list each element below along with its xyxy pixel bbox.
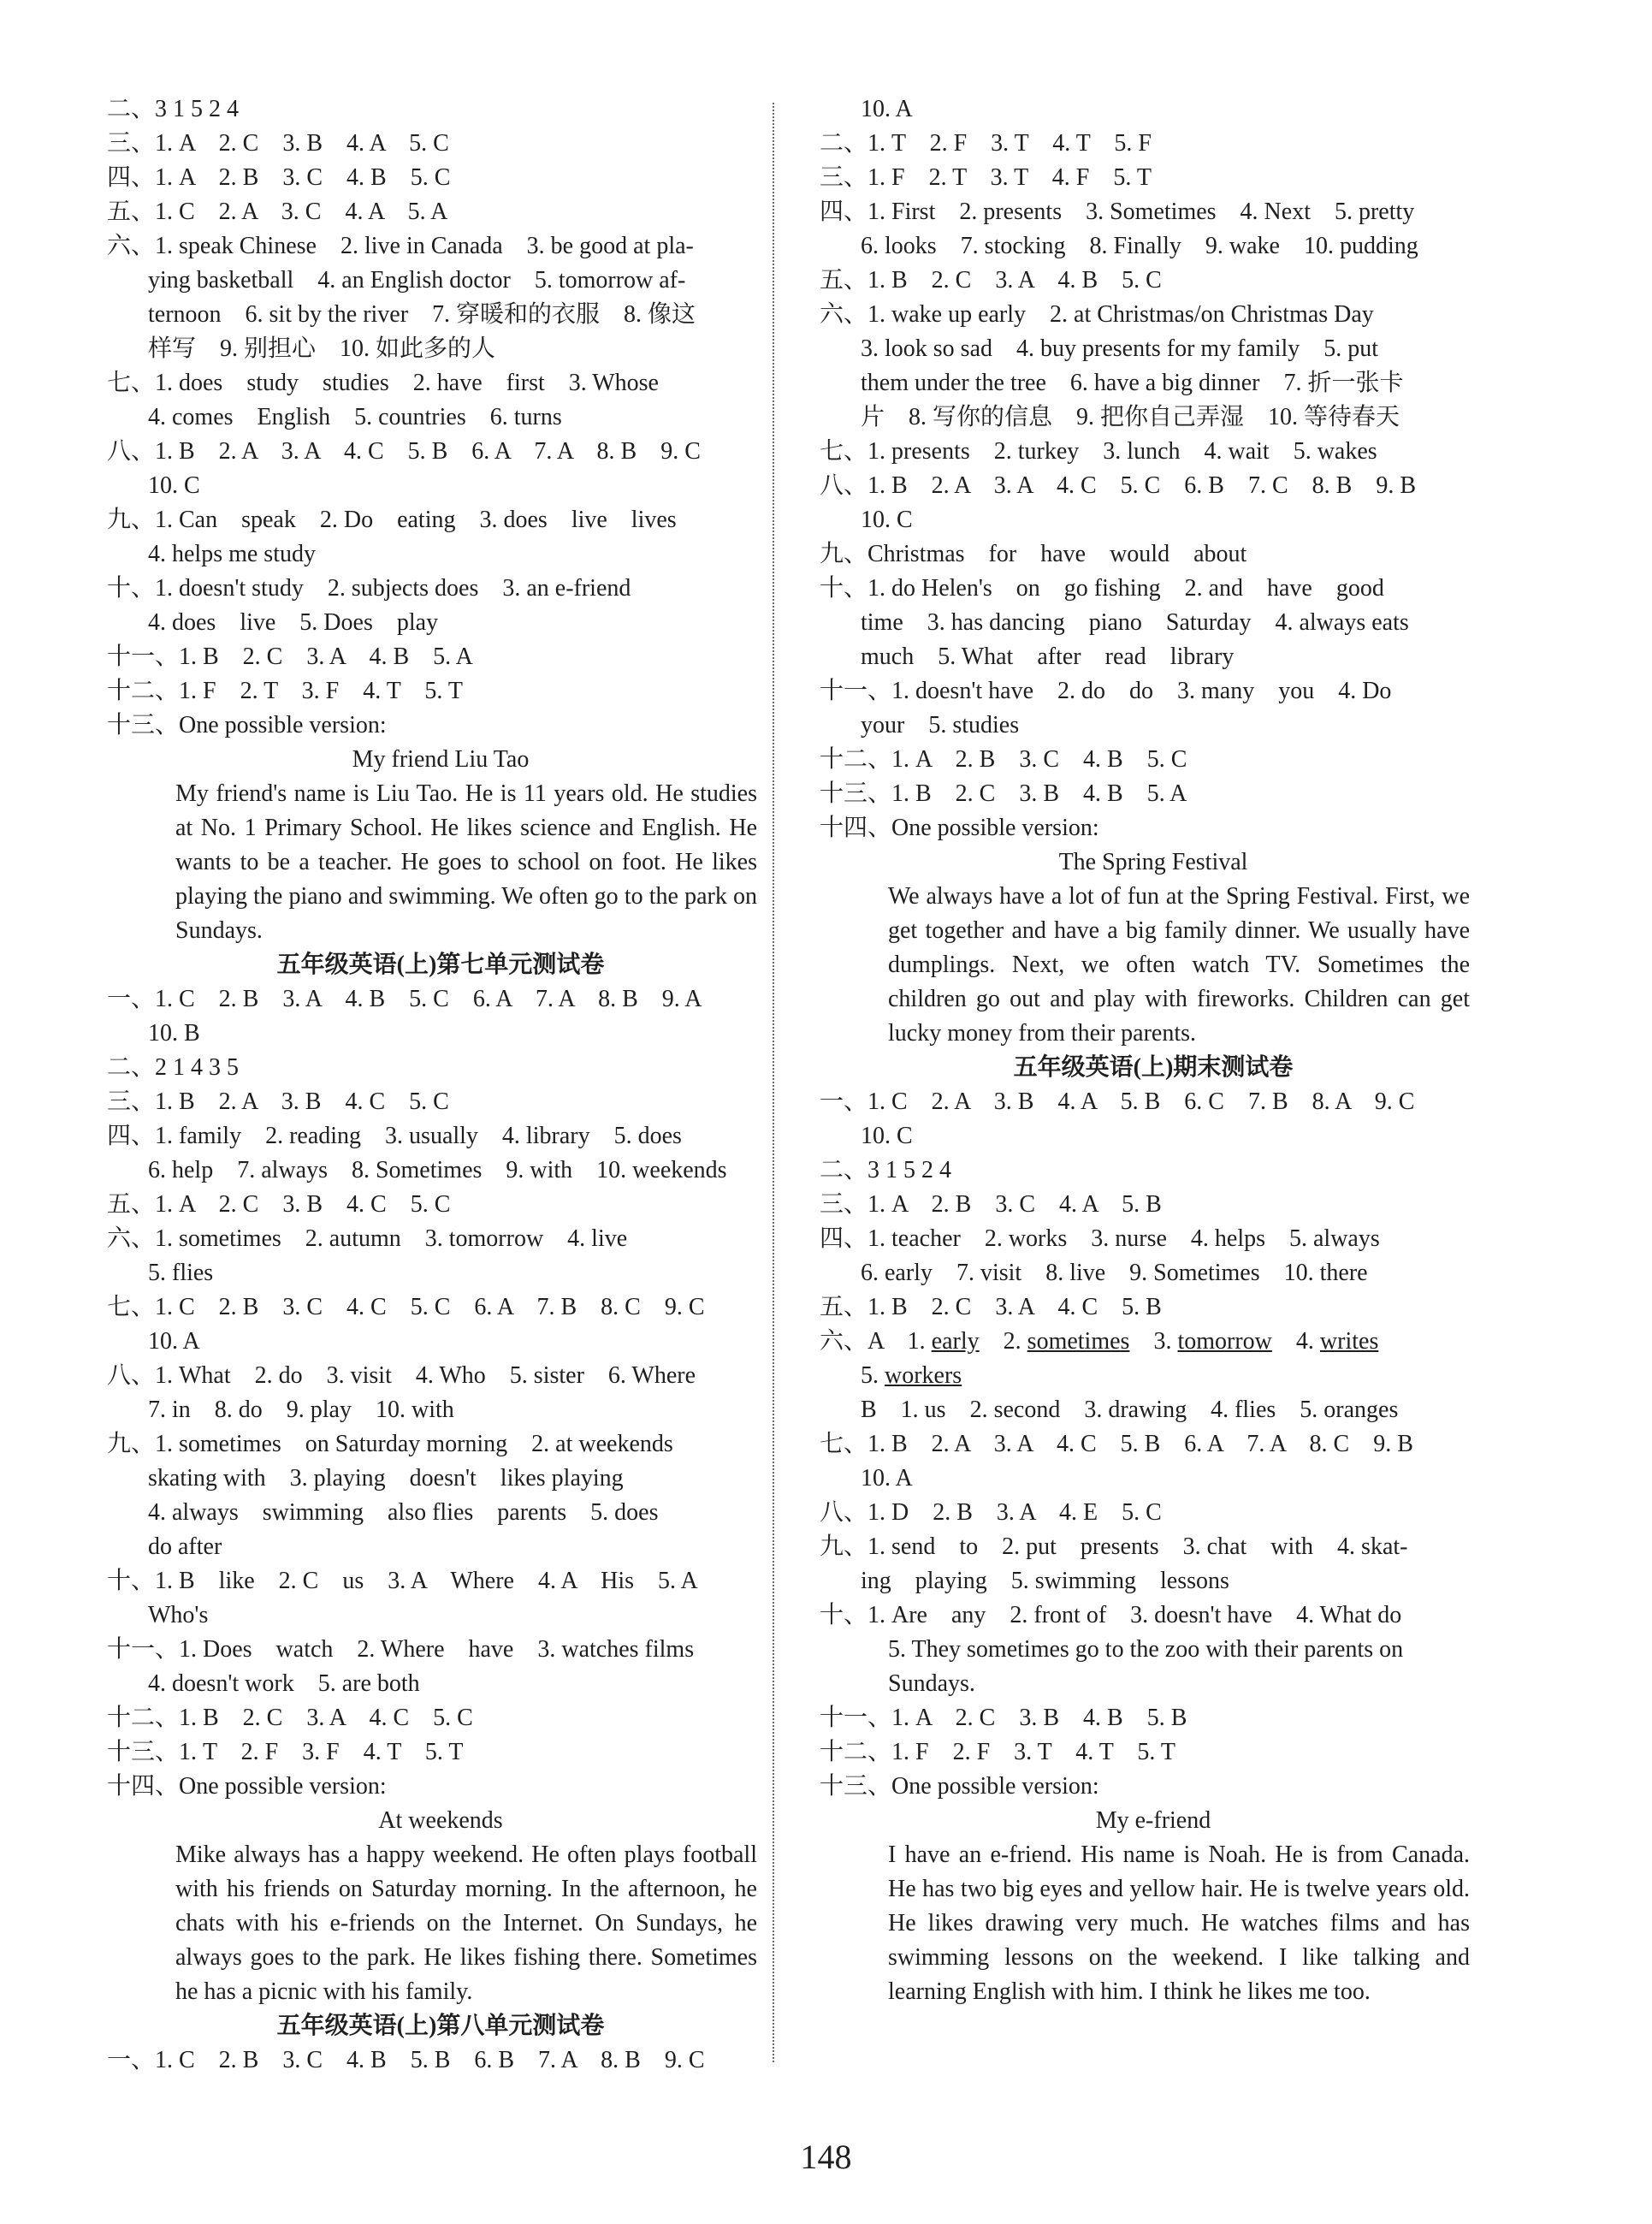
section-title: 五年级英语(上)第七单元测试卷	[276, 952, 605, 978]
answer-line: 五、1. B 2. C 3. A 4. B 5. C	[820, 267, 1162, 294]
answer-line: 5. flies	[148, 1260, 214, 1286]
answer-line: 十、1. Are any 2. front of 3. doesn't have 4. What do	[820, 1602, 1402, 1628]
underlined-answer: workers	[885, 1362, 962, 1389]
answer-line: 三、1. A 2. B 3. C 4. A 5. B	[820, 1191, 1162, 1218]
answer-line: 5. workers	[861, 1362, 962, 1389]
underlined-answer: tomorrow	[1177, 1328, 1272, 1355]
answer-line: 6. help 7. always 8. Sometimes 9. with 10. weekends	[148, 1157, 727, 1183]
answer-line: 10. B	[148, 1020, 200, 1047]
answer-line: 十四、One possible version:	[820, 815, 1099, 841]
answer-line: 4. comes English 5. countries 6. turns	[148, 404, 562, 430]
answer-line: skating with 3. playing doesn't likes playing	[148, 1465, 624, 1492]
answer-line: 八、1. B 2. A 3. A 4. C 5. C 6. B 7. C 8. B 9. B	[820, 472, 1416, 499]
answer-line: 10. A	[148, 1328, 200, 1355]
essay-body: Mike always has a happy weekend. He often plays football with his friends on Saturday morning. In the afternoon, he chats with his e-friends on the Internet. On Sundays, he always goes to the park. He likes fishing there. Sometimes he has a picnic with his family.	[175, 1841, 757, 2005]
answer-line: 十二、1. F 2. F 3. T 4. T 5. T	[820, 1739, 1175, 1765]
answer-line: 十一、1. B 2. C 3. A 4. B 5. A	[107, 643, 473, 670]
answer-line: 六、1. wake up early 2. at Christmas/on Christmas Day	[820, 301, 1374, 328]
answer-line: 4. helps me study	[148, 541, 316, 567]
answer-line: 10. A	[861, 96, 913, 122]
answer-line: 十三、1. B 2. C 3. B 4. B 5. A	[820, 780, 1187, 807]
section-title: 五年级英语(上)第八单元测试卷	[276, 2013, 605, 2039]
answer-line: ternoon 6. sit by the river 7. 穿暖和的衣服 8. 像这	[148, 301, 696, 328]
answer-line: 九、1. Can speak 2. Do eating 3. does live lives	[107, 507, 677, 533]
answer-line: 十二、1. B 2. C 3. A 4. C 5. C	[107, 1705, 473, 1731]
essay-title: My e-friend	[1095, 1807, 1211, 1834]
answer-line: 7. in 8. do 9. play 10. with	[148, 1397, 454, 1423]
answer-line: 样写 9. 别担心 10. 如此多的人	[148, 335, 496, 362]
answer-line: 八、1. D 2. B 3. A 4. E 5. C	[820, 1499, 1162, 1526]
essay-body: I have an e-friend. His name is Noah. He is from Canada. He has two big eyes and yellow hair. He is twelve years old. He likes drawing very much. He watches films and has swimming lessons on the weekend. I like talking and learning English with him. I think he likes me too.	[888, 1841, 1470, 2005]
answer-line: 十一、1. Does watch 2. Where have 3. watches films	[107, 1636, 695, 1663]
essay-title: At weekends	[378, 1807, 503, 1834]
answer-line: 十三、One possible version:	[820, 1773, 1099, 1800]
answer-line: 一、1. C 2. B 3. A 4. B 5. C 6. A 7. A 8. B 9. A	[107, 986, 702, 1012]
answer-line: 四、1. First 2. presents 3. Sometimes 4. Next 5. pretty	[820, 199, 1415, 225]
answer-line: ing playing 5. swimming lessons	[861, 1568, 1229, 1594]
left-column	[107, 92, 757, 2078]
answer-line: 三、1. F 2. T 3. T 4. F 5. T	[820, 164, 1152, 191]
answer-line: 二、3 1 5 2 4	[107, 96, 240, 122]
answer-line: 十一、1. doesn't have 2. do do 3. many you 4. Do	[820, 678, 1392, 704]
answer-line: B 1. us 2. second 3. drawing 4. flies 5. oranges	[861, 1397, 1399, 1423]
essay-body: My friend's name is Liu Tao. He is 11 years old. He studies at No. 1 Primary School. He likes science and English. He wants to be a teacher. He goes to school on foot. He likes playing the piano and swimming. We often go to the park on Sundays.	[175, 780, 757, 944]
answer-line: 4. always swimming also flies parents 5. does	[148, 1499, 659, 1526]
answer-line: 十、1. doesn't study 2. subjects does 3. an e-friend	[107, 575, 631, 602]
answer-line: them under the tree 6. have a big dinner 7. 折一张卡	[861, 370, 1404, 396]
answer-line: 六、1. speak Chinese 2. live in Canada 3. be good at pla-	[107, 233, 694, 259]
page-number: 148	[800, 2138, 852, 2176]
answer-line: 九、Christmas for have would about	[820, 541, 1247, 567]
answer-line: 七、1. presents 2. turkey 3. lunch 4. wait 5. wakes	[820, 438, 1377, 465]
underlined-answer: sometimes	[1027, 1328, 1130, 1355]
answer-line: 七、1. B 2. A 3. A 4. C 5. B 6. A 7. A 8. C 9. B	[820, 1431, 1413, 1457]
answer-line: 10. C	[861, 507, 913, 533]
answer-line: 二、1. T 2. F 3. T 4. T 5. F	[820, 130, 1152, 157]
answer-line: 十二、1. A 2. B 3. C 4. B 5. C	[820, 746, 1187, 773]
answer-line: 三、1. A 2. C 3. B 4. A 5. C	[107, 130, 449, 157]
answer-line: 4. doesn't work 5. are both	[148, 1670, 420, 1697]
answer-line: 四、1. A 2. B 3. C 4. B 5. C	[107, 164, 451, 191]
answer-line: time 3. has dancing piano Saturday 4. always eats	[861, 609, 1409, 636]
column-divider	[773, 103, 774, 2062]
answer-line: 4. does live 5. Does play	[148, 609, 439, 636]
answer-line: 十、1. B like 2. C us 3. A Where 4. A His 5. A	[107, 1568, 698, 1594]
answer-line: 六、A 1. early 2. sometimes 3. tomorrow 4. writes	[820, 1328, 1379, 1355]
answer-line: Who's	[148, 1602, 209, 1628]
answer-line: 6. looks 7. stocking 8. Finally 9. wake 10. pudding	[861, 233, 1418, 259]
answer-line: ying basketball 4. an English doctor 5. tomorrow af-	[148, 267, 686, 294]
answer-line: 二、2 1 4 3 5	[107, 1054, 240, 1081]
answer-line: 3. look so sad 4. buy presents for my family 5. put	[861, 335, 1379, 362]
underlined-answer: early	[931, 1328, 980, 1355]
answer-line: 六、1. sometimes 2. autumn 3. tomorrow 4. live	[107, 1225, 628, 1252]
answer-line: 6. early 7. visit 8. live 9. Sometimes 10. there	[861, 1260, 1368, 1286]
answer-line: do after	[148, 1533, 222, 1560]
answer-line: 10. C	[861, 1123, 913, 1149]
answer-line: 五、1. A 2. C 3. B 4. C 5. C	[107, 1191, 451, 1218]
essay-title: The Spring Festival	[1058, 849, 1248, 875]
answer-line: 片 8. 写你的信息 9. 把你自己弄湿 10. 等待春天	[861, 404, 1400, 430]
answer-line: 四、1. family 2. reading 3. usually 4. library 5. does	[107, 1123, 682, 1149]
underlined-answer: writes	[1319, 1328, 1379, 1355]
answer-line: much 5. What after read library	[861, 643, 1235, 670]
answer-line: 一、1. C 2. A 3. B 4. A 5. B 6. C 7. B 8. A 9. C	[820, 1088, 1415, 1115]
answer-line: 三、1. B 2. A 3. B 4. C 5. C	[107, 1088, 449, 1115]
answer-line: 八、1. B 2. A 3. A 4. C 5. B 6. A 7. A 8. B 9. C	[107, 438, 701, 465]
right-column	[820, 92, 1470, 2009]
answer-line: 九、1. send to 2. put presents 3. chat with 4. skat-	[820, 1533, 1408, 1560]
answer-line: 十三、1. T 2. F 3. F 4. T 5. T	[107, 1739, 464, 1765]
answer-line: 五、1. B 2. C 3. A 4. C 5. B	[820, 1294, 1162, 1320]
answer-line: 九、1. sometimes on Saturday morning 2. at weekends	[107, 1431, 673, 1457]
answer-line: 一、1. C 2. B 3. C 4. B 5. B 6. B 7. A 8. B 9. C	[107, 2047, 705, 2073]
answer-line: 十、1. do Helen's on go fishing 2. and have good	[820, 575, 1384, 602]
answer-line: 10. A	[861, 1465, 913, 1492]
answer-line: 四、1. teacher 2. works 3. nurse 4. helps 5. always	[820, 1225, 1380, 1252]
answer-line: 十三、One possible version:	[107, 712, 387, 738]
answer-line: 八、1. What 2. do 3. visit 4. Who 5. sister 6. Where	[107, 1362, 696, 1389]
essay-body: We always have a lot of fun at the Spring Festival. First, we get together and have a big family dinner. We usually have dumplings. Next, we often watch TV. Sometimes the children go out and play with fireworks. Children can get lucky money from their parents.	[888, 883, 1470, 1047]
answer-line: your 5. studies	[861, 712, 1020, 738]
answer-line: 5. They sometimes go to the zoo with their parents on Sundays.	[888, 1636, 1404, 1697]
answer-prefix: 六、A 1.	[820, 1328, 926, 1355]
answer-line: 二、3 1 5 2 4	[820, 1157, 952, 1183]
section-title: 五年级英语(上)期末测试卷	[1013, 1054, 1294, 1081]
answer-line: 十一、1. A 2. C 3. B 4. B 5. B	[820, 1705, 1187, 1731]
answer-line: 七、1. C 2. B 3. C 4. C 5. C 6. A 7. B 8. C 9. C	[107, 1294, 705, 1320]
answer-line: 10. C	[148, 472, 200, 499]
answer-line: 七、1. does study studies 2. have first 3. Whose	[107, 370, 659, 396]
essay-title: My friend Liu Tao	[352, 746, 530, 773]
answer-line: 五、1. C 2. A 3. C 4. A 5. A	[107, 199, 448, 225]
answer-line: 十四、One possible version:	[107, 1773, 387, 1800]
answer-line: 十二、1. F 2. T 3. F 4. T 5. T	[107, 678, 463, 704]
